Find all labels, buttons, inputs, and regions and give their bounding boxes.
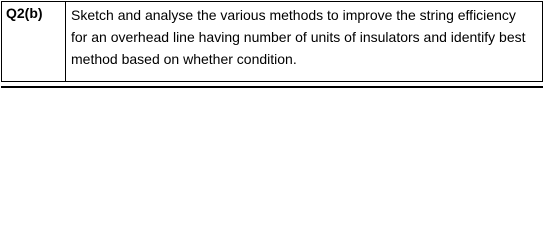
question-row [2, 2, 543, 82]
question-text-line: method based on whether condition. [71, 51, 297, 67]
table-bottom-border [1, 86, 543, 88]
question-text-line: Sketch and analyse the various methods to improve the string efficiency [71, 7, 516, 23]
question-table [1, 1, 543, 82]
question-text [66, 2, 542, 81]
question-number: Q2(b) [6, 5, 43, 21]
question-number-cell [2, 2, 66, 82]
question-text-cell [66, 2, 543, 82]
question-text-line: for an overhead line having number of units of insulators and identify best [71, 29, 526, 45]
